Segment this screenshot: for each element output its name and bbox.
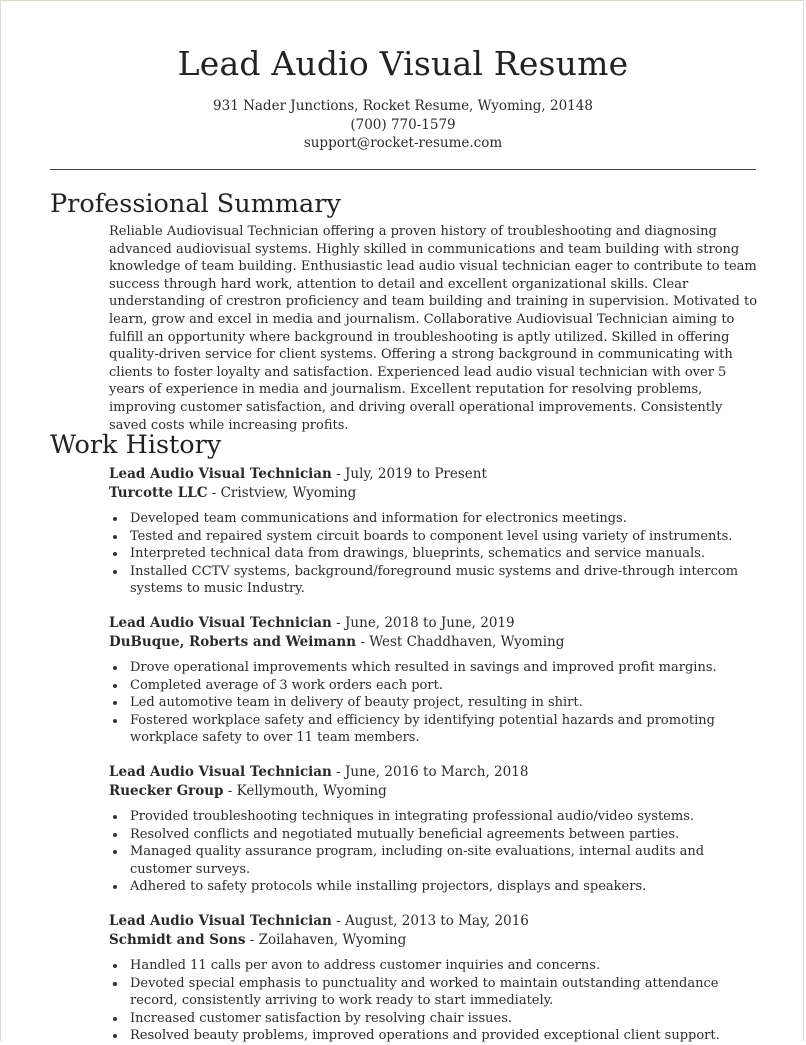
- job-company: Schmidt and Sons: [109, 932, 246, 948]
- bullet-item: Drove operational improvements which resulted in savings and improved profit margins.: [109, 659, 759, 677]
- job-entry: [109, 465, 759, 598]
- job-title-line: [109, 614, 759, 633]
- bullet-item: Led automotive team in delivery of beauty project, resulting in shirt.: [109, 694, 759, 712]
- header-divider: [50, 169, 756, 170]
- bullet-item: Provided troubleshooting techniques in integrating professional audio/video systems.: [109, 808, 759, 826]
- job-dates: - June, 2018 to June, 2019: [331, 615, 515, 631]
- job-role: Lead Audio Visual Technician: [109, 466, 332, 482]
- bullet-item: Managed quality assurance program, including on-site evaluations, internal audits and customer surveys.: [109, 843, 759, 878]
- job-company-line: [109, 782, 759, 801]
- contact-phone: (700) 770-1579: [350, 116, 456, 133]
- job-company: Turcotte LLC: [109, 485, 208, 501]
- bullet-item: Handled 11 calls per avon to address customer inquiries and concerns.: [109, 957, 759, 975]
- job-dates: - June, 2016 to March, 2018: [331, 764, 529, 780]
- bullet-item: Adhered to safety protocols while installing projectors, displays and speakers.: [109, 878, 759, 896]
- bullet-item: Resolved conflicts and negotiated mutually beneficial agreements between parties.: [109, 826, 759, 844]
- bullet-item: Fostered workplace safety and efficiency by identifying potential hazards and promoting workplace safety to over 11 team members.: [109, 712, 759, 747]
- bullet-item: Developed team communications and information for electronics meetings.: [109, 510, 759, 528]
- job-location: - Kellymouth, Wyoming: [223, 783, 387, 799]
- job-location: - Cristview, Wyoming: [207, 485, 357, 501]
- job-entry: [109, 763, 759, 896]
- bullet-item: Tested and repaired system circuit boards to component level using variety of instruments.: [109, 528, 759, 546]
- job-title-line: [109, 763, 759, 782]
- job-bullets: [109, 808, 759, 896]
- job-location: - West Chaddhaven, Wyoming: [356, 634, 565, 650]
- job-role: Lead Audio Visual Technician: [109, 764, 332, 780]
- job-entry: [109, 614, 759, 747]
- job-bullets: [109, 659, 759, 747]
- contact-email: support@rocket-resume.com: [303, 135, 503, 151]
- job-title-line: [109, 465, 759, 484]
- bullet-item: Interpreted technical data from drawings, blueprints, schematics and service manuals.: [109, 545, 759, 563]
- bullet-item: Increased customer satisfaction by resolving chair issues.: [109, 1010, 759, 1028]
- job-dates: - July, 2019 to Present: [331, 466, 487, 482]
- job-bullets: [109, 510, 759, 598]
- job-company-line: [109, 633, 759, 652]
- summary-text: Reliable Audiovisual Technician offering a proven history of troubleshooting and diagnosing advanced audiovisual systems. Highly skilled in communications and team building with strong knowledge of team building. Enthusiastic lead audio visual technician eager to contribute to team success through hard work, attention to detail and excellent organizational skills. Clear understanding of crestron proficiency and team building and training in supervision. Motivated to learn, grow and excel in media and journalism. Collaborative Audiovisual Technician aiming to fulfill an opportunity where background in troubleshooting is aptly utilized. Skilled in offering quality-driven service for client systems. Offering a strong background in communicating with clients to foster loyalty and satisfaction. Experienced lead audio visual technician with over 5 years of experience in media and journalism. Excellent reputation for resolving problems, improving customer satisfaction, and driving overall operational improvements. Consistently saved costs while increasing profits.: [109, 224, 758, 433]
- bullet-item: Installed CCTV systems, background/foreground music systems and drive-through intercom systems to music Industry.: [109, 563, 759, 598]
- job-title-line: [109, 912, 759, 931]
- resume-title: Lead Audio Visual Resume: [177, 44, 629, 83]
- job-role: Lead Audio Visual Technician: [109, 615, 332, 631]
- job-company-line: [109, 484, 759, 503]
- job-location: - Zoilahaven, Wyoming: [245, 932, 407, 948]
- job-company: DuBuque, Roberts and Weimann: [109, 634, 357, 650]
- work-history-heading: Work History: [50, 430, 222, 460]
- summary-heading: Professional Summary: [50, 189, 341, 219]
- bullet-item: Resolved beauty problems, improved operations and provided exceptional client support.: [109, 1027, 759, 1045]
- job-dates: - August, 2013 to May, 2016: [331, 913, 529, 929]
- job-entry: [109, 912, 759, 1045]
- job-company: Ruecker Group: [109, 783, 224, 799]
- job-bullets: [109, 957, 759, 1045]
- contact-block: [50, 97, 756, 153]
- contact-address: 931 Nader Junctions, Rocket Resume, Wyoming, 20148: [213, 98, 593, 114]
- bullet-item: Completed average of 3 work orders each port.: [109, 677, 759, 695]
- job-role: Lead Audio Visual Technician: [109, 913, 332, 929]
- job-company-line: [109, 931, 759, 950]
- bullet-item: Devoted special emphasis to punctuality and worked to maintain outstanding attendance record, consistently arriving to work ready to start immediately.: [109, 975, 759, 1010]
